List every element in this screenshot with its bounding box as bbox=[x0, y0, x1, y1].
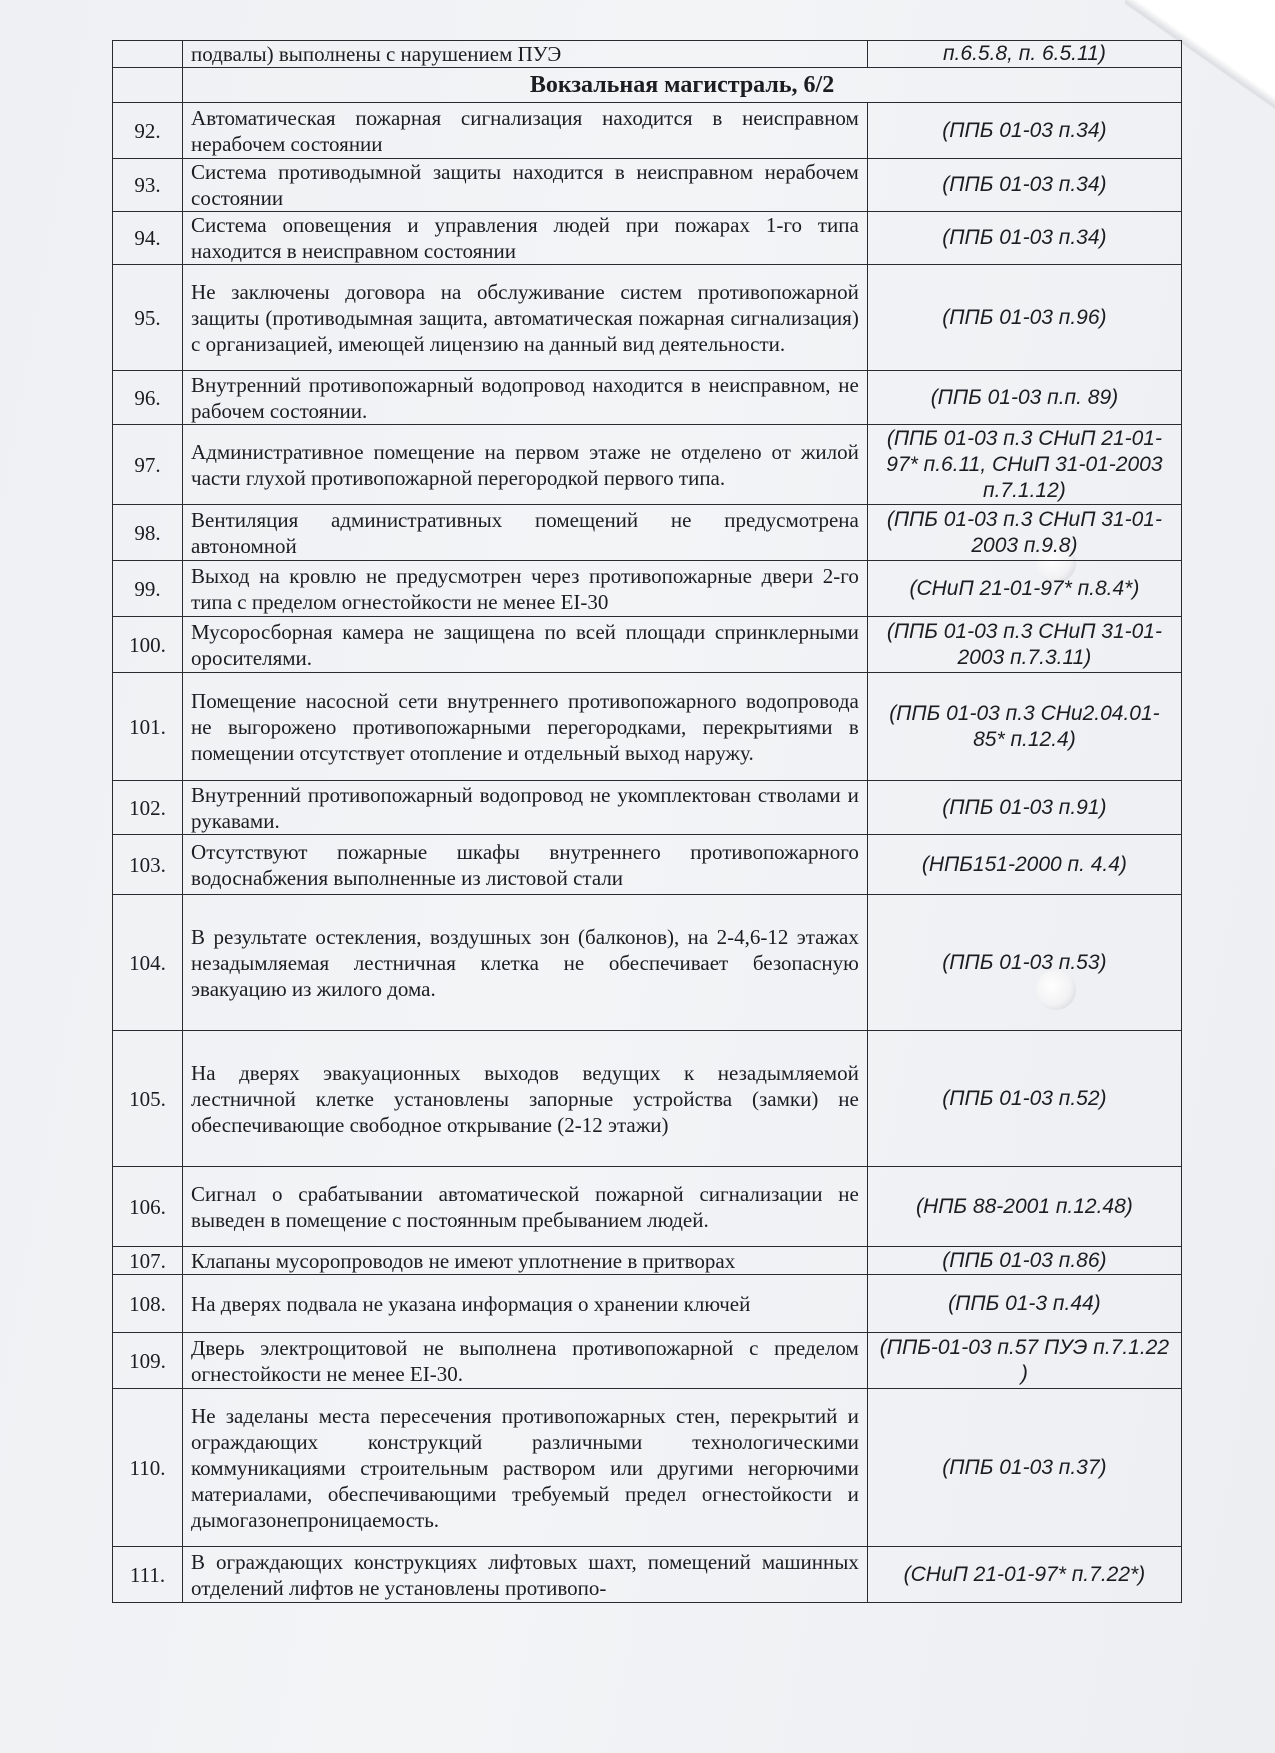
regulation-ref: (ППБ 01-03 п.3 СНиП 21-01-97* п.6.11, СНиП 31-01-2003 п.7.1.12) bbox=[867, 425, 1181, 505]
table-row bbox=[113, 673, 1182, 781]
violation-text: Выход на кровлю не предусмотрен через противопожарные двери 2-го типа с пределом огнестойкости не менее EI-30 bbox=[183, 561, 868, 617]
regulation-ref: (ППБ 01-03 п.3 СНи2.04.01-85* п.12.4) bbox=[867, 673, 1181, 781]
table-row bbox=[113, 835, 1182, 895]
row-number bbox=[113, 41, 183, 68]
row-number: 93. bbox=[113, 159, 183, 212]
regulation-ref: (ППБ 01-03 п.91) bbox=[867, 781, 1181, 835]
row-number: 104. bbox=[113, 895, 183, 1031]
row-number: 111. bbox=[113, 1547, 183, 1603]
row-number: 108. bbox=[113, 1275, 183, 1333]
table-row bbox=[113, 895, 1182, 1031]
row-number: 96. bbox=[113, 371, 183, 425]
row-number: 103. bbox=[113, 835, 183, 895]
regulation-ref: (ППБ 01-03 п.53) bbox=[867, 895, 1181, 1031]
row-number: 107. bbox=[113, 1247, 183, 1275]
violation-text: На дверях подвала не указана информация о хранении ключей bbox=[183, 1275, 868, 1333]
violation-text: Система оповещения и управления людей при пожарах 1-го типа находится в неисправном состоянии bbox=[183, 212, 868, 265]
table-row bbox=[113, 41, 1182, 68]
violation-text: Система противодымной защиты находится в неисправном нерабочем состоянии bbox=[183, 159, 868, 212]
violation-text: В ограждающих конструкциях лифтовых шахт, помещений машинных отделений лифтов не установлены противопо- bbox=[183, 1547, 868, 1603]
regulation-ref: п.6.5.8, п. 6.5.11) bbox=[867, 41, 1181, 68]
row-number: 110. bbox=[113, 1389, 183, 1547]
regulation-ref: (ППБ 01-03 п.52) bbox=[867, 1031, 1181, 1167]
violation-text: подвалы) выполнены с нарушением ПУЭ bbox=[183, 41, 868, 68]
violation-text: Не заделаны места пересечения противопожарных стен, перекрытий и ограждающих конструкций различными технологическими коммуникациями строительным раствором или другими негорючими материалами, обеспечивающими требуемый предел огнестойкости и дымогазонепроницаемость. bbox=[183, 1389, 868, 1547]
table-row bbox=[113, 1247, 1182, 1275]
regulation-ref: (СНиП 21-01-97* п.8.4*) bbox=[867, 561, 1181, 617]
violation-text: В результате остекления, воздушных зон (балконов), на 2-4,6-12 этажах незадымляемая лестничная клетка не обеспечивает безопасную эвакуацию из жилого дома. bbox=[183, 895, 868, 1031]
violation-text: Вентиляция административных помещений не предусмотрена автономной bbox=[183, 505, 868, 561]
regulation-ref: (НПБ151-2000 п. 4.4) bbox=[867, 835, 1181, 895]
table-row bbox=[113, 159, 1182, 212]
violation-text: Помещение насосной сети внутреннего противопожарного водопровода не выгорожено противопожарными перегородками, перекрытиями в помещении отсутствует отопление и отдельный выход наружу. bbox=[183, 673, 868, 781]
regulation-ref: (ППБ 01-03 п.86) bbox=[867, 1247, 1181, 1275]
table-row bbox=[113, 1275, 1182, 1333]
row-number: 105. bbox=[113, 1031, 183, 1167]
regulation-ref: (ППБ 01-03 п.96) bbox=[867, 265, 1181, 371]
table-row bbox=[113, 1389, 1182, 1547]
row-number: 98. bbox=[113, 505, 183, 561]
regulation-ref: (ППБ 01-03 п.34) bbox=[867, 212, 1181, 265]
regulation-ref: (ППБ 01-03 п.34) bbox=[867, 159, 1181, 212]
table-row bbox=[113, 781, 1182, 835]
violation-text: Мусоросборная камера не защищена по всей площади спринклерными оросителями. bbox=[183, 617, 868, 673]
regulation-ref: (СНиП 21-01-97* п.7.22*) bbox=[867, 1547, 1181, 1603]
violation-text: Сигнал о срабатывании автоматической пожарной сигнализации не выведен в помещение с постоянным пребыванием людей. bbox=[183, 1167, 868, 1247]
regulation-ref: (ППБ 01-03 п.3 СНиП 31-01-2003 п.7.3.11) bbox=[867, 617, 1181, 673]
violations-table bbox=[112, 40, 1182, 1603]
row-number: 99. bbox=[113, 561, 183, 617]
violation-text: Отсутствуют пожарные шкафы внутреннего противопожарного водоснабжения выполненные из листовой стали bbox=[183, 835, 868, 895]
table-row bbox=[113, 425, 1182, 505]
section-title: Вокзальная магистраль, 6/2 bbox=[183, 68, 1182, 103]
table-row bbox=[113, 1333, 1182, 1389]
row-number: 95. bbox=[113, 265, 183, 371]
regulation-ref: (ППБ 01-03 п.34) bbox=[867, 103, 1181, 159]
row-number: 94. bbox=[113, 212, 183, 265]
table-row bbox=[113, 561, 1182, 617]
table-row bbox=[113, 1167, 1182, 1247]
regulation-ref: (ППБ 01-03 п.37) bbox=[867, 1389, 1181, 1547]
violation-text: Внутренний противопожарный водопровод находится в неисправном, не рабочем состоянии. bbox=[183, 371, 868, 425]
row-number: 101. bbox=[113, 673, 183, 781]
regulation-ref: (ППБ 01-3 п.44) bbox=[867, 1275, 1181, 1333]
table-row bbox=[113, 371, 1182, 425]
table-row bbox=[113, 1547, 1182, 1603]
row-number: 92. bbox=[113, 103, 183, 159]
row-number: 109. bbox=[113, 1333, 183, 1389]
regulation-ref: (ППБ 01-03 п.п. 89) bbox=[867, 371, 1181, 425]
table-row bbox=[113, 505, 1182, 561]
table-row bbox=[113, 1031, 1182, 1167]
section-row bbox=[113, 68, 1182, 103]
row-number: 102. bbox=[113, 781, 183, 835]
row-number: 106. bbox=[113, 1167, 183, 1247]
row-number: 97. bbox=[113, 425, 183, 505]
regulation-ref: (ППБ-01-03 п.57 ПУЭ п.7.1.22 ) bbox=[867, 1333, 1181, 1389]
table-row bbox=[113, 103, 1182, 159]
table-row bbox=[113, 265, 1182, 371]
regulation-ref: (ППБ 01-03 п.3 СНиП 31-01-2003 п.9.8) bbox=[867, 505, 1181, 561]
violation-text: Административное помещение на первом этаже не отделено от жилой части глухой противопожарной перегородкой первого типа. bbox=[183, 425, 868, 505]
violation-text: Внутренний противопожарный водопровод не укомплектован стволами и рукавами. bbox=[183, 781, 868, 835]
violation-text: Дверь электрощитовой не выполнена противопожарной с пределом огнестойкости не менее EI-30. bbox=[183, 1333, 868, 1389]
table-row bbox=[113, 212, 1182, 265]
row-number: 100. bbox=[113, 617, 183, 673]
regulation-ref: (НПБ 88-2001 п.12.48) bbox=[867, 1167, 1181, 1247]
violation-text: Автоматическая пожарная сигнализация находится в неисправном нерабочем состоянии bbox=[183, 103, 868, 159]
violation-text: Не заключены договора на обслуживание систем противопожарной защиты (противодымная защита, автоматическая пожарная сигнализация) с организацией, имеющей лицензию на данный вид деятельности. bbox=[183, 265, 868, 371]
violation-text: Клапаны мусоропроводов не имеют уплотнение в притворах bbox=[183, 1247, 868, 1275]
table-row bbox=[113, 617, 1182, 673]
violation-text: На дверях эвакуационных выходов ведущих к незадымляемой лестничной клетке установлены запорные устройства (замки) не обеспечивающие свободное открывание (2-12 этажи) bbox=[183, 1031, 868, 1167]
